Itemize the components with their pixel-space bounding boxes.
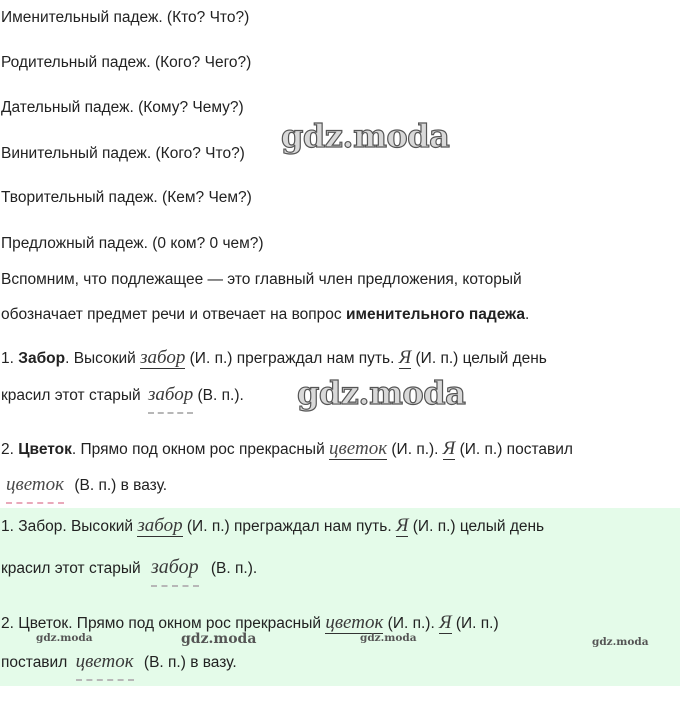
case-nominative: Именительный падеж. (Кто? Что?) [1, 9, 250, 26]
answer-1-line-1 [1, 515, 544, 537]
example-number: 2. [1, 441, 19, 458]
answer-text: (И. п.) преграждал нам путь. [182, 518, 396, 535]
example-1-line-2 [1, 384, 244, 406]
example-2-line-2 [1, 474, 167, 496]
intro-period: . [524, 306, 530, 323]
handwritten-object: цветок [75, 651, 134, 672]
example-text: (В. п.) в вазу. [70, 477, 168, 494]
example-text: (И. п.) целый день [411, 350, 547, 367]
case-dative: Дательный падеж. (Кому? Чему?) [1, 99, 244, 116]
answer-text: 1. Забор. Высокий [1, 518, 138, 535]
answer-1-line-2 [1, 556, 257, 579]
handwritten-subject: Я [439, 612, 452, 633]
handwritten-subject: Я [395, 515, 409, 536]
case-instrumental: Творительный падеж. (Кем? Чем?) [1, 189, 252, 206]
example-text: (И. п.) поставил [455, 441, 573, 458]
answer-text: поставил [1, 654, 72, 671]
answer-text: красил этот старый [1, 560, 145, 577]
example-text: (И. п.) преграждал нам путь. [185, 350, 399, 367]
example-text: (И. п.). [387, 441, 443, 458]
answer-text: (И. п.) [451, 615, 499, 632]
watermark-small: gdz.moda [592, 636, 649, 648]
answer-2-line-2 [1, 651, 237, 673]
answer-text: 2. Цветок. Прямо под окном рос прекрасный [1, 615, 326, 632]
example-text: . Высокий [65, 350, 141, 367]
case-prepositional: Предложный падеж. (0 ком? 0 чем?) [1, 235, 264, 252]
example-number: 1. [1, 350, 19, 367]
answer-text: (И. п.) целый день [408, 518, 545, 535]
answer-text: (И. п.). [383, 615, 440, 632]
example-text: (В. п.). [193, 387, 244, 404]
example-1-line-1 [1, 347, 547, 369]
example-2-line-1 [1, 438, 573, 460]
example-word: Забор [18, 350, 66, 367]
answer-text: (В. п.). [206, 560, 258, 577]
watermark-small: gdz.moda [36, 632, 93, 644]
handwritten-subject: забор [137, 515, 183, 536]
case-accusative: Винительный падеж. (Кого? Что?) [1, 145, 245, 162]
handwritten-object: цветок [6, 474, 65, 495]
example-text: красил этот старый [1, 387, 145, 404]
case-genitive: Родительный падеж. (Кого? Чего?) [1, 54, 252, 71]
handwritten-subject: цветок [329, 438, 388, 459]
watermark-small: gdz.moda [360, 632, 417, 644]
example-word: Цветок [18, 441, 72, 458]
example-text: . Прямо под окном рос прекрасный [71, 441, 330, 458]
handwritten-subject: Я [442, 438, 456, 459]
watermark-small: gdz.moda [181, 631, 257, 647]
intro-bold-term: именительного падежа [345, 306, 525, 323]
watermark-logo: gdz.moda [297, 374, 466, 412]
intro-text: обозначает предмет речи и отвечает на вопрос [1, 306, 346, 323]
intro-line-2 [1, 306, 529, 324]
handwritten-object: забор [150, 556, 199, 578]
handwritten-subject: забор [140, 347, 186, 368]
watermark-logo: gdz.moda [281, 117, 450, 155]
handwritten-subject: цветок [325, 612, 384, 633]
answer-text: (В. п.) в вазу. [139, 654, 237, 671]
intro-line-1: Вспомним, что подлежащее — это главный член предложения, который [1, 271, 522, 288]
handwritten-subject: Я [398, 347, 412, 368]
handwritten-object: забор [147, 384, 194, 405]
